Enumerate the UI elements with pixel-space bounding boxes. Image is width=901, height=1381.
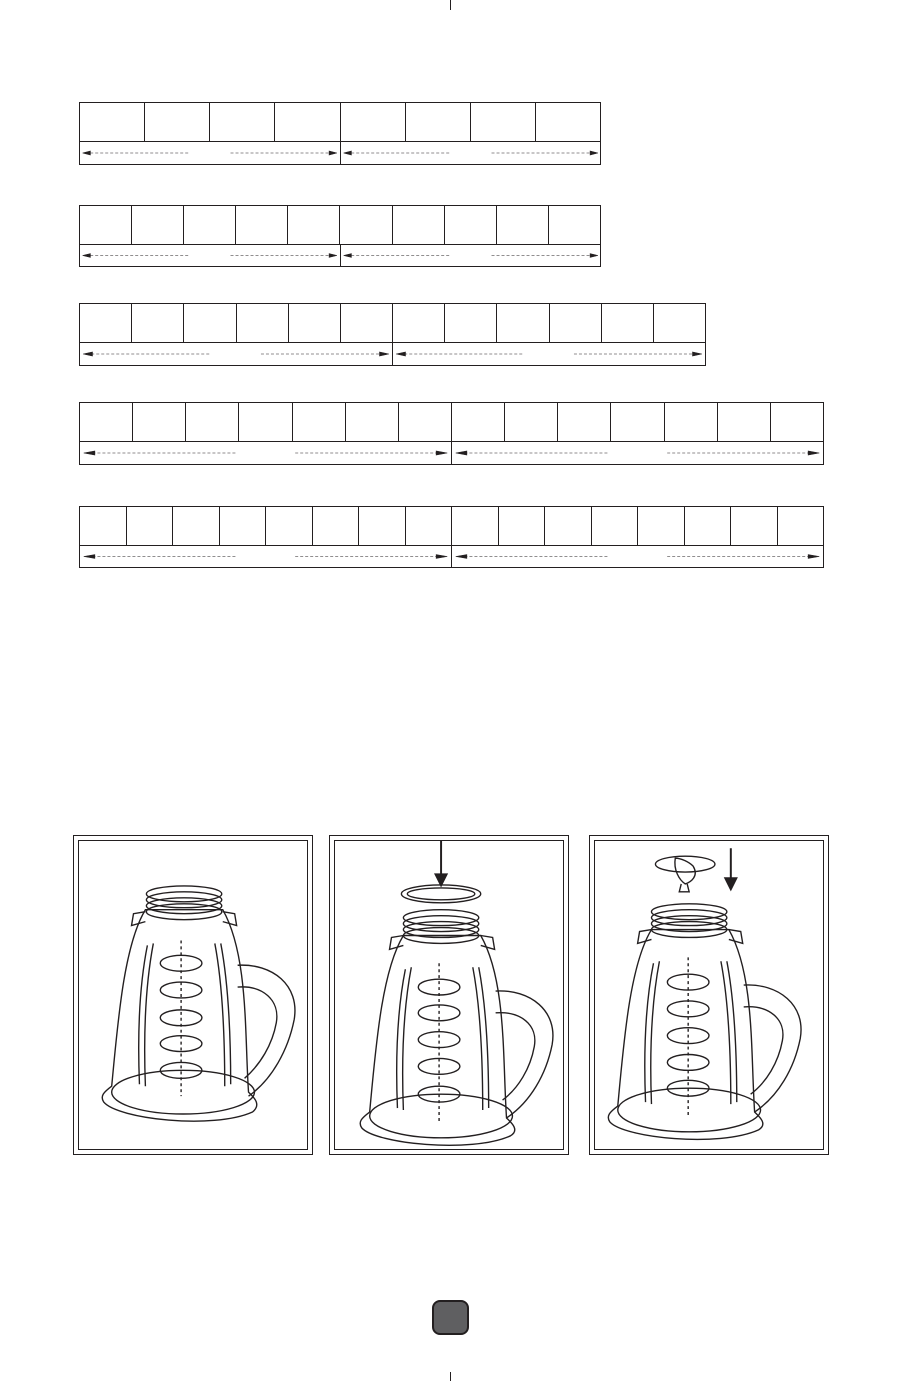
dashed-double-arrow-icon bbox=[80, 546, 451, 567]
blank-cell bbox=[210, 103, 275, 141]
dashed-double-arrow-icon bbox=[393, 343, 705, 365]
blank-cell bbox=[536, 103, 600, 141]
blender-jar-with-gasket-icon bbox=[330, 836, 568, 1154]
blank-cell bbox=[393, 206, 445, 244]
blank-cell bbox=[173, 507, 220, 545]
blank-cell bbox=[346, 403, 399, 441]
blank-cell bbox=[550, 304, 602, 342]
blank-cell bbox=[549, 206, 600, 244]
blank-cell bbox=[731, 507, 778, 545]
blank-cell bbox=[288, 206, 340, 244]
arrow-row bbox=[80, 141, 600, 164]
blank-cell bbox=[406, 507, 453, 545]
blank-cell bbox=[184, 206, 236, 244]
blank-cell bbox=[133, 403, 186, 441]
blank-cell bbox=[341, 103, 406, 141]
left-span-arrow bbox=[80, 142, 340, 164]
cell-row bbox=[80, 507, 823, 545]
blank-cell bbox=[237, 304, 289, 342]
blank-cell bbox=[80, 304, 132, 342]
blank-cell bbox=[445, 304, 497, 342]
blank-cell bbox=[127, 507, 174, 545]
blank-cell bbox=[499, 507, 546, 545]
blank-cell bbox=[545, 507, 592, 545]
blank-cell bbox=[665, 403, 718, 441]
cell-row bbox=[80, 103, 600, 141]
blank-cell bbox=[393, 304, 445, 342]
right-span-arrow bbox=[392, 343, 705, 365]
blank-cell bbox=[685, 507, 732, 545]
arrow-row bbox=[80, 441, 823, 464]
blank-cell bbox=[592, 507, 639, 545]
blank-cell bbox=[718, 403, 771, 441]
left-span-arrow bbox=[80, 245, 340, 266]
blank-cell bbox=[771, 403, 823, 441]
blank-cell bbox=[471, 103, 536, 141]
dashed-double-arrow-icon bbox=[452, 442, 823, 464]
blank-cell bbox=[236, 206, 288, 244]
blank-cell bbox=[558, 403, 611, 441]
crop-mark-bottom bbox=[450, 1372, 451, 1381]
right-span-arrow bbox=[340, 245, 601, 266]
blank-cell bbox=[186, 403, 239, 441]
page-number-badge bbox=[432, 1300, 469, 1335]
blank-cell bbox=[313, 507, 360, 545]
blank-cell bbox=[505, 403, 558, 441]
illustration-panel-3 bbox=[589, 835, 829, 1155]
right-span-arrow bbox=[451, 442, 823, 464]
dashed-double-arrow-icon bbox=[341, 142, 601, 164]
blank-cell bbox=[638, 507, 685, 545]
blank-cell bbox=[132, 206, 184, 244]
dashed-double-arrow-icon bbox=[80, 343, 392, 365]
dashed-double-arrow-icon bbox=[80, 442, 451, 464]
arrow-row bbox=[80, 244, 600, 266]
dashed-double-arrow-icon bbox=[80, 245, 340, 266]
arrow-row bbox=[80, 342, 705, 365]
cell-row bbox=[80, 304, 705, 342]
blank-cell bbox=[220, 507, 267, 545]
blank-cell bbox=[289, 304, 341, 342]
blank-cell bbox=[340, 206, 392, 244]
label-grid-10 bbox=[79, 205, 601, 267]
blank-cell bbox=[452, 403, 505, 441]
blank-cell bbox=[293, 403, 346, 441]
left-span-arrow bbox=[80, 343, 392, 365]
blank-cell bbox=[80, 507, 127, 545]
blank-cell bbox=[399, 403, 452, 441]
blank-cell bbox=[406, 103, 471, 141]
blank-cell bbox=[275, 103, 340, 141]
illustration-panel-2 bbox=[329, 835, 569, 1155]
left-span-arrow bbox=[80, 546, 451, 567]
blank-cell bbox=[80, 103, 145, 141]
blank-cell bbox=[497, 206, 549, 244]
cell-row bbox=[80, 403, 823, 441]
blank-cell bbox=[239, 403, 292, 441]
blank-cell bbox=[602, 304, 654, 342]
blank-cell bbox=[452, 507, 499, 545]
blank-cell bbox=[80, 403, 133, 441]
blank-cell bbox=[80, 206, 132, 244]
blender-jar-with-blade-assembly-icon bbox=[590, 836, 828, 1154]
crop-mark-top bbox=[450, 0, 451, 10]
right-span-arrow bbox=[451, 546, 823, 567]
blank-cell bbox=[445, 206, 497, 244]
label-grid-16 bbox=[79, 506, 824, 568]
left-span-arrow bbox=[80, 442, 451, 464]
blank-cell bbox=[145, 103, 210, 141]
label-grid-14 bbox=[79, 402, 824, 465]
blank-cell bbox=[266, 507, 313, 545]
right-span-arrow bbox=[340, 142, 601, 164]
blank-cell bbox=[132, 304, 184, 342]
blank-cell bbox=[611, 403, 664, 441]
dashed-double-arrow-icon bbox=[452, 546, 823, 567]
cell-row bbox=[80, 206, 600, 244]
blank-cell bbox=[184, 304, 236, 342]
blank-cell bbox=[778, 507, 824, 545]
blank-cell bbox=[654, 304, 705, 342]
label-grid-8 bbox=[79, 102, 601, 165]
blank-cell bbox=[497, 304, 549, 342]
arrow-row bbox=[80, 545, 823, 567]
dashed-double-arrow-icon bbox=[80, 142, 340, 164]
blank-cell bbox=[341, 304, 393, 342]
illustration-panel-1 bbox=[73, 835, 313, 1155]
blender-jar-icon bbox=[74, 836, 312, 1154]
label-grid-12 bbox=[79, 303, 706, 366]
dashed-double-arrow-icon bbox=[341, 245, 601, 266]
blank-cell bbox=[359, 507, 406, 545]
